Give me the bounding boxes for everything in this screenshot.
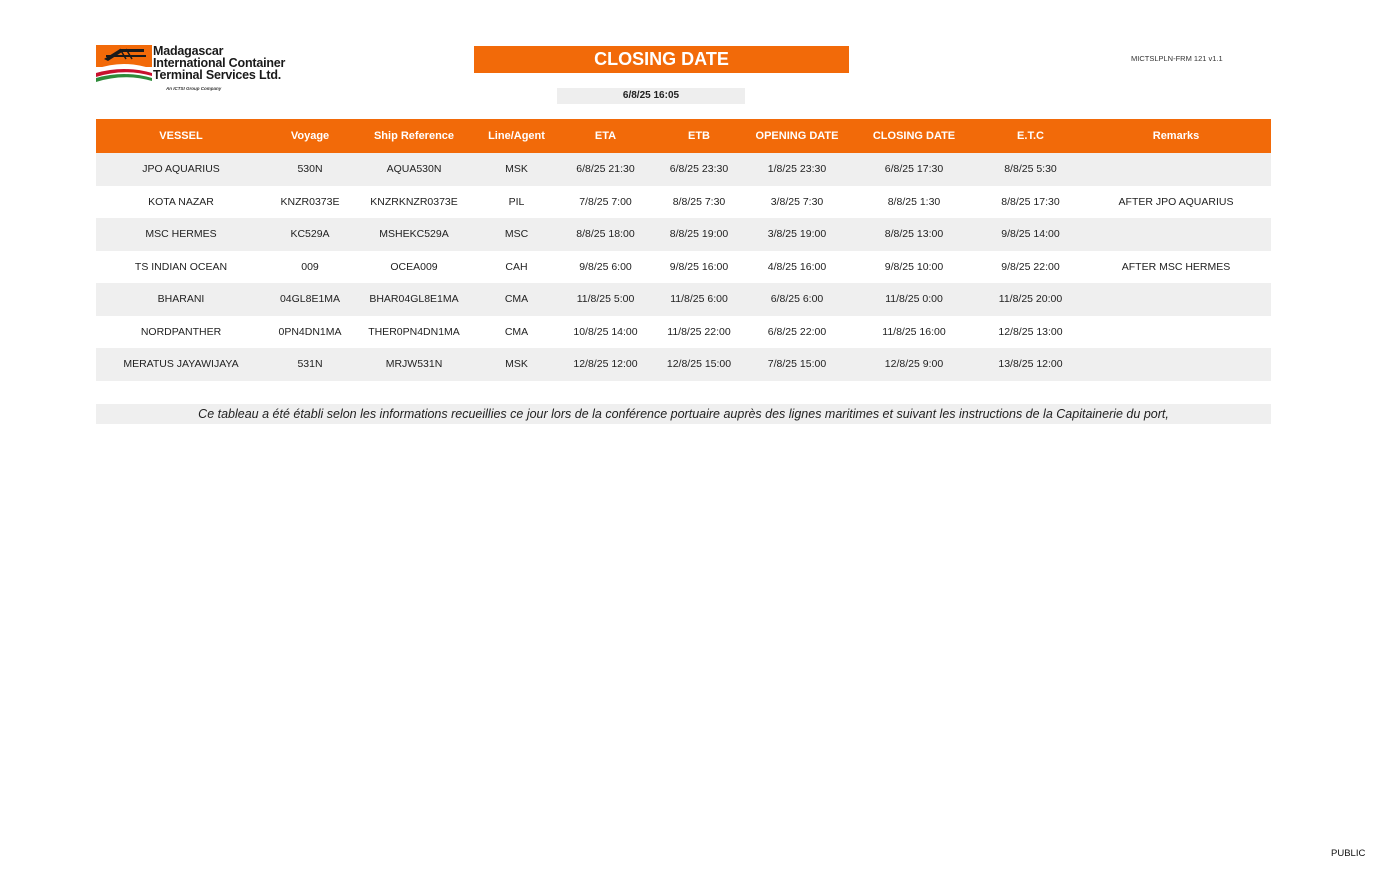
cell-closing-date: 8/8/25 1:30	[887, 195, 941, 208]
cell-vessel: MERATUS JAYAWIJAYA	[123, 358, 239, 371]
cell-ship-reference: BHAR04GL8E1MA	[369, 293, 459, 306]
cell-line-agent: CMA	[504, 293, 529, 306]
cell-etb: 6/8/25 23:30	[669, 163, 729, 176]
table-row	[96, 316, 1271, 349]
company-name-line2: International Container	[153, 56, 286, 70]
cell-etc: 9/8/25 14:00	[1001, 228, 1060, 241]
column-header-closing-date: CLOSING DATE	[872, 130, 956, 142]
cell-eta: 6/8/25 21:30	[576, 163, 635, 176]
cell-etc: 9/8/25 22:00	[1001, 260, 1060, 273]
cell-eta: 9/8/25 6:00	[579, 260, 632, 273]
cell-line-agent: CAH	[505, 260, 528, 273]
cell-ship-reference: AQUA530N	[386, 163, 442, 176]
column-header-etb: ETB	[688, 130, 710, 142]
cell-etb: 11/8/25 6:00	[670, 293, 728, 306]
cell-line-agent: PIL	[508, 195, 525, 208]
cell-eta: 10/8/25 14:00	[573, 325, 638, 338]
cell-ship-reference: KNZRKNZR0373E	[370, 195, 458, 208]
table-row	[96, 348, 1271, 381]
cell-closing-date: 11/8/25 0:00	[885, 293, 943, 306]
cell-voyage: KC529A	[290, 228, 330, 241]
column-header-line-agent: Line/Agent	[488, 130, 545, 142]
cell-etc: 8/8/25 17:30	[1001, 195, 1060, 208]
table-row	[96, 283, 1271, 316]
cell-ship-reference: MSHEKC529A	[379, 228, 449, 241]
cell-opening-date: 6/8/25 6:00	[770, 293, 824, 306]
column-header-remarks: Remarks	[1152, 130, 1200, 142]
cell-opening-date: 7/8/25 15:00	[767, 358, 827, 371]
company-name-line1: Madagascar	[153, 44, 224, 58]
cell-etc: 12/8/25 13:00	[998, 325, 1063, 338]
cell-etc: 13/8/25 12:00	[998, 358, 1063, 371]
company-subtitle: An ICTSI Group Company	[166, 86, 222, 91]
cell-vessel: MSC HERMES	[145, 228, 217, 241]
company-name-line3: Terminal Services Ltd.	[153, 68, 282, 82]
cell-vessel: NORDPANTHER	[140, 325, 222, 338]
classification-label: PUBLIC	[1331, 848, 1366, 859]
cell-etc: 8/8/25 5:30	[1004, 163, 1057, 176]
company-logo	[96, 45, 296, 95]
cell-etc: 11/8/25 20:00	[998, 293, 1063, 306]
information-note: Ce tableau a été établi selon les informations recueillies ce jour lors de la conférence portuaire auprès des lignes maritimes et suivant les instructions de la Capitainerie du port,	[96, 404, 1271, 424]
cell-opening-date: 3/8/25 7:30	[770, 195, 824, 208]
cell-opening-date: 6/8/25 22:00	[767, 325, 827, 338]
cell-remarks: AFTER MSC HERMES	[1121, 260, 1231, 273]
cell-closing-date: 12/8/25 9:00	[884, 358, 944, 371]
column-header-etc: E.T.C	[1017, 130, 1044, 142]
cell-eta: 7/8/25 7:00	[579, 195, 632, 208]
column-header-opening-date: OPENING DATE	[755, 130, 839, 142]
column-header-vessel: VESSEL	[159, 130, 203, 142]
cell-line-agent: MSK	[505, 163, 528, 176]
report-date: 6/8/25 16:05	[557, 88, 745, 104]
form-code: MICTSLPLN-FRM 121 v1.1	[1131, 54, 1223, 63]
cell-vessel: TS INDIAN OCEAN	[134, 260, 228, 273]
cell-ship-reference: THER0PN4DN1MA	[368, 325, 460, 338]
cell-voyage: 530N	[297, 163, 323, 176]
cell-ship-reference: OCEA009	[390, 260, 438, 273]
cell-vessel: KOTA NAZAR	[148, 195, 214, 208]
cell-line-agent: CMA	[504, 325, 529, 338]
cell-etb: 11/8/25 22:00	[667, 325, 731, 338]
cell-remarks: AFTER JPO AQUARIUS	[1118, 195, 1234, 208]
cell-opening-date: 1/8/25 23:30	[767, 163, 827, 176]
column-header-eta: ETA	[594, 130, 617, 142]
crane-logo-icon	[96, 45, 156, 85]
cell-vessel: JPO AQUARIUS	[142, 163, 220, 176]
cell-vessel: BHARANI	[157, 293, 205, 306]
cell-closing-date: 9/8/25 10:00	[884, 260, 944, 273]
cell-voyage: 0PN4DN1MA	[278, 325, 342, 338]
table-row	[96, 153, 1271, 186]
cell-eta: 12/8/25 12:00	[573, 358, 638, 371]
cell-ship-reference: MRJW531N	[385, 358, 443, 371]
table-row	[96, 251, 1271, 284]
cell-voyage: 531N	[297, 358, 323, 371]
cell-etb: 12/8/25 15:00	[666, 358, 732, 371]
cell-line-agent: MSC	[504, 228, 529, 241]
cell-voyage: 009	[301, 260, 319, 273]
cell-eta: 11/8/25 5:00	[576, 293, 635, 306]
column-header-ship-reference: Ship Reference	[373, 130, 455, 142]
column-header-voyage: Voyage	[290, 130, 330, 142]
cell-closing-date: 6/8/25 17:30	[884, 163, 944, 176]
closing-date-table	[96, 119, 1271, 381]
table-header	[96, 119, 1271, 153]
cell-closing-date: 11/8/25 16:00	[882, 325, 946, 338]
table-row	[96, 218, 1271, 251]
cell-etb: 9/8/25 16:00	[669, 260, 729, 273]
cell-voyage: KNZR0373E	[280, 195, 340, 208]
table-row	[96, 186, 1271, 219]
cell-eta: 8/8/25 18:00	[576, 228, 635, 241]
cell-opening-date: 4/8/25 16:00	[767, 260, 827, 273]
cell-etb: 8/8/25 19:00	[669, 228, 729, 241]
cell-voyage: 04GL8E1MA	[279, 293, 341, 306]
page-title: CLOSING DATE	[474, 46, 849, 73]
cell-closing-date: 8/8/25 13:00	[884, 228, 944, 241]
cell-line-agent: MSK	[505, 358, 528, 371]
cell-etb: 8/8/25 7:30	[672, 195, 726, 208]
cell-opening-date: 3/8/25 19:00	[767, 228, 827, 241]
